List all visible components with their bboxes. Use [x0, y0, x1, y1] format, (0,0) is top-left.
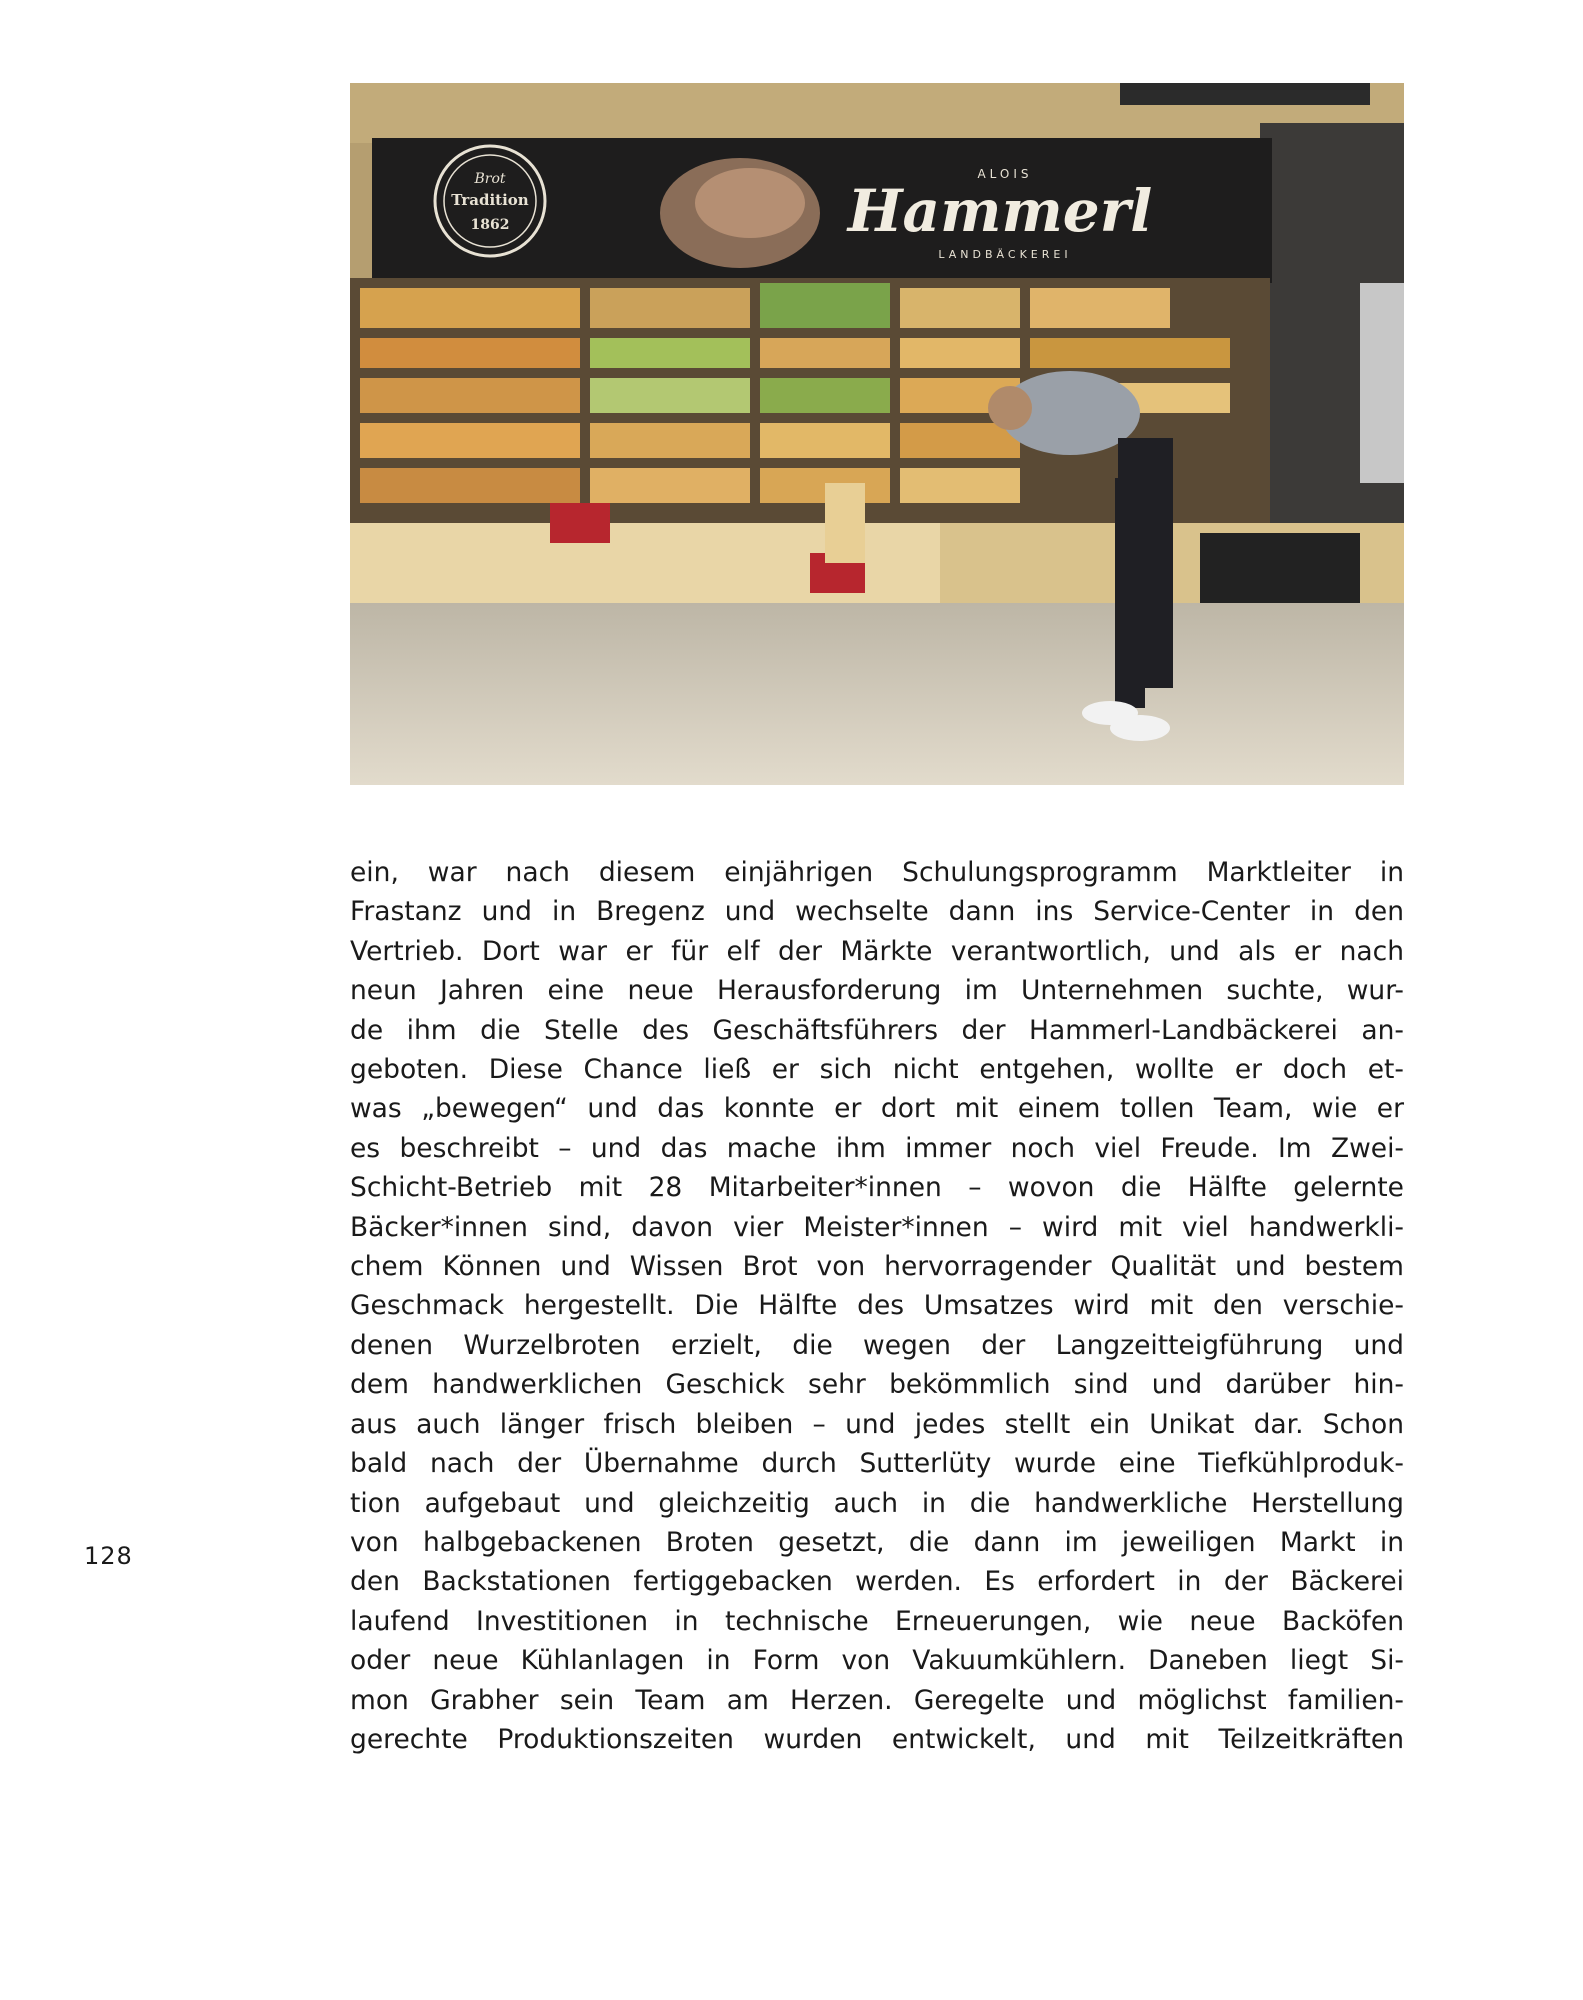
text-line: mon Grabher sein Team am Herzen. Geregelte und möglichst familien-: [350, 1684, 1404, 1716]
bakery-photo: [350, 83, 1404, 785]
bakery-photo-illustration: [350, 83, 1404, 785]
text-line: aus auch länger frisch bleiben – und jedes stellt ein Unikat dar. Schon: [350, 1408, 1404, 1440]
badge-line-3: 1862: [470, 217, 510, 233]
text-line: tion aufgebaut und gleichzeitig auch in die handwerkliche Herstellung: [350, 1487, 1404, 1519]
text-line: dem handwerklichen Geschick sehr bekömmlich sind und darüber hin-: [350, 1369, 1404, 1401]
badge-line-2: Tradition: [451, 191, 529, 209]
text-line: Bäcker*innen sind, davon vier Meister*innen – wird mit viel handwerkli-: [350, 1211, 1404, 1243]
text-line: chem Können und Wissen Brot von hervorragender Qualität und bestem: [350, 1251, 1404, 1283]
text-line: Geschmack hergestellt. Die Hälfte des Umsatzes wird mit den verschie-: [350, 1290, 1404, 1322]
text-line: geboten. Diese Chance ließ er sich nicht entgehen, wollte er doch et-: [350, 1054, 1404, 1086]
text-line: von halbgebackenen Broten gesetzt, die dann im jeweiligen Markt in: [350, 1526, 1404, 1558]
text-line: bald nach der Übernahme durch Sutterlüty wurde eine Tiefkühlproduk-: [350, 1448, 1404, 1480]
sign-brand-sub: LANDBÄCKEREI: [938, 248, 1072, 261]
text-line: es beschreibt – und das mache ihm immer noch viel Freude. Im Zwei-: [350, 1132, 1404, 1164]
text-line: ein, war nach diesem einjährigen Schulungsprogramm Marktleiter in: [350, 857, 1404, 888]
text-line: denen Wurzelbroten erzielt, die wegen der Langzeitteigführung und: [350, 1329, 1404, 1361]
text-line: Frastanz und in Bregenz und wechselte dann ins Service-Center in den: [350, 896, 1404, 928]
body-text: [350, 853, 1404, 1759]
badge-line-1: Brot: [474, 171, 506, 187]
sign-brand: Hammerl: [847, 177, 1153, 245]
text-line: neun Jahren eine neue Herausforderung im Unternehmen suchte, wur-: [350, 975, 1404, 1007]
text-line: Vertrieb. Dort war er für elf der Märkte verantwortlich, und als er nach: [350, 935, 1404, 967]
text-line: de ihm die Stelle des Geschäftsführers der Hammerl-Landbäckerei an-: [350, 1014, 1404, 1046]
text-line: laufend Investitionen in technische Erneuerungen, wie neue Backöfen: [350, 1605, 1404, 1637]
text-line: was „bewegen“ und das konnte er dort mit einem tollen Team, wie er: [350, 1093, 1404, 1125]
sign-brand-prefix: ALOIS: [977, 167, 1033, 181]
page-number: 128: [84, 1542, 133, 1570]
text-line: Schicht-Betrieb mit 28 Mitarbeiter*innen – wovon die Hälfte gelernte: [350, 1172, 1404, 1204]
text-line: den Backstationen fertiggebacken werden. Es erfordert in der Bäckerei: [350, 1566, 1404, 1598]
text-line: gerechte Produktionszeiten wurden entwickelt, und mit Teilzeitkräften: [350, 1723, 1404, 1755]
text-line: oder neue Kühlanlagen in Form von Vakuumkühlern. Daneben liegt Si-: [350, 1645, 1404, 1677]
